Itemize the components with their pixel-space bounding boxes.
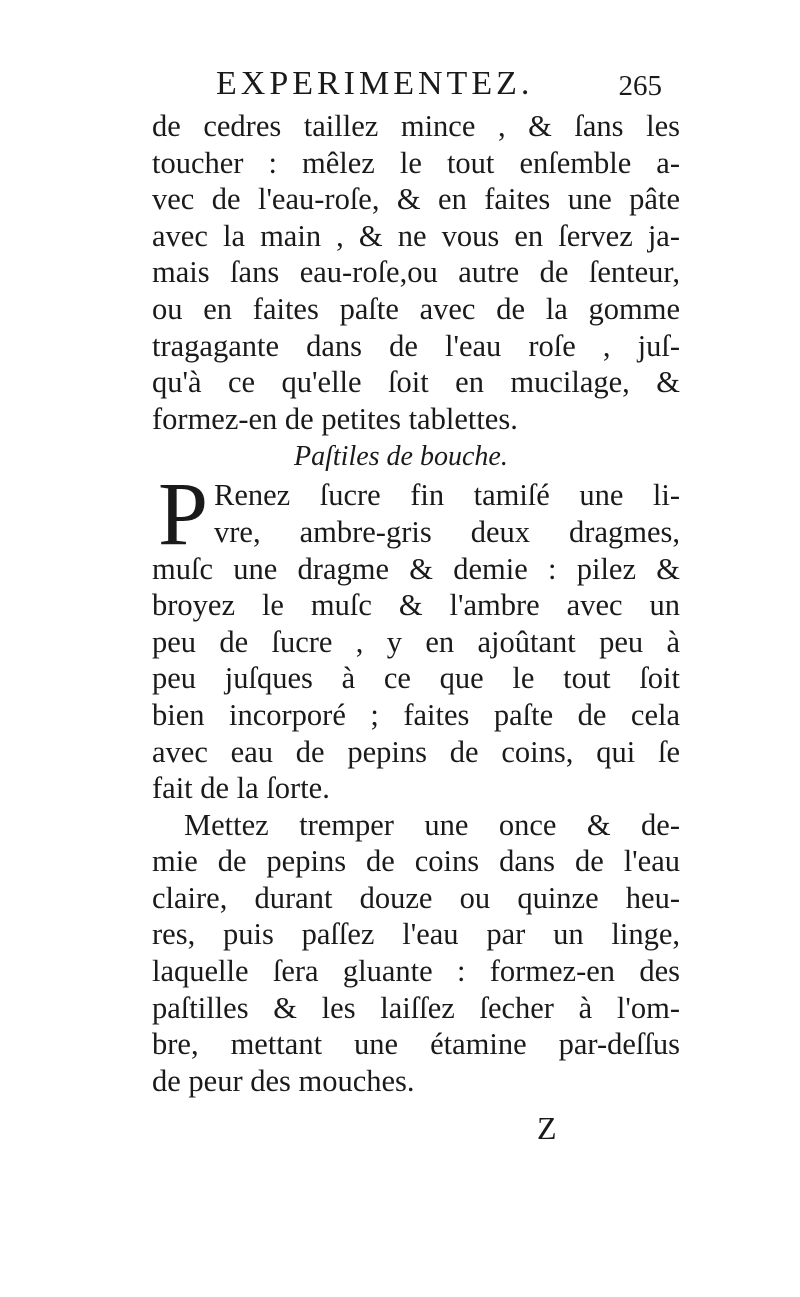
text-line: claire, durant douze ou quinze heu- — [152, 880, 680, 915]
text-line: tragagante dans de l'eau roſe , juſ- — [152, 328, 680, 363]
text-line: muſc une dragme & demie : pilez & — [152, 551, 680, 586]
signature-mark: Z — [537, 1110, 557, 1146]
text-line: Mettez tremper une once & de- — [184, 807, 680, 842]
paragraph-recipe-end — [152, 108, 680, 437]
section-heading: Paſtiles de bouche. — [294, 441, 508, 473]
text-line: bre, mettant une étamine par-deſſus — [152, 1027, 680, 1062]
text-line: de peur des mouches. — [152, 1063, 415, 1098]
text-line: broyez le muſc & l'ambre avec un — [152, 588, 680, 623]
body-text — [152, 108, 680, 1099]
text-line: mie de pepins de coins dans de l'eau — [152, 844, 680, 879]
text-line: peu de ſucre , y en ajoûtant peu à — [152, 624, 680, 659]
text-line: toucher : mêlez le tout enſemble a- — [152, 145, 680, 180]
text-line: Renez ſucre fin tamiſé une li- — [214, 478, 680, 513]
text-line: fait de la ſorte. — [152, 771, 330, 806]
page-number: 265 — [618, 70, 662, 102]
running-head: EXPERIMENTEZ. — [216, 65, 534, 102]
text-line: avec eau de pepins de coins, qui ſe — [152, 734, 680, 769]
text-line: vec de l'eau-roſe, & en faites une pâte — [152, 182, 680, 217]
text-line: formez-en de petites tablettes. — [152, 401, 518, 436]
text-line: laquelle ſera gluante : formez-en des — [152, 954, 680, 989]
text-line: res, puis paſſez l'eau par un linge, — [152, 917, 680, 952]
text-line: mais ſans eau-roſe,ou autre de ſenteur, — [152, 255, 680, 290]
text-line: vre, ambre-gris deux dragmes, — [214, 514, 680, 549]
text-line: bien incorporé ; faites paſte de cela — [152, 697, 680, 732]
text-line: avec la main , & ne vous en ſervez ja- — [152, 218, 680, 253]
text-line: paſtilles & les laiſſez ſecher à l'om- — [152, 990, 680, 1025]
paragraph-quince-seeds — [152, 807, 680, 1100]
text-line: de cedres taillez mince , & ſans les — [152, 109, 680, 143]
page-header — [150, 62, 680, 106]
text-line: qu'à ce qu'elle ſoit en mucilage, & — [152, 365, 680, 400]
text-line: ou en faites paſte avec de la gomme — [152, 291, 680, 326]
text-line: peu juſques à ce que le tout ſoit — [152, 661, 680, 696]
paragraph-pastilles — [152, 465, 680, 806]
drop-cap-initial: P — [158, 465, 209, 565]
